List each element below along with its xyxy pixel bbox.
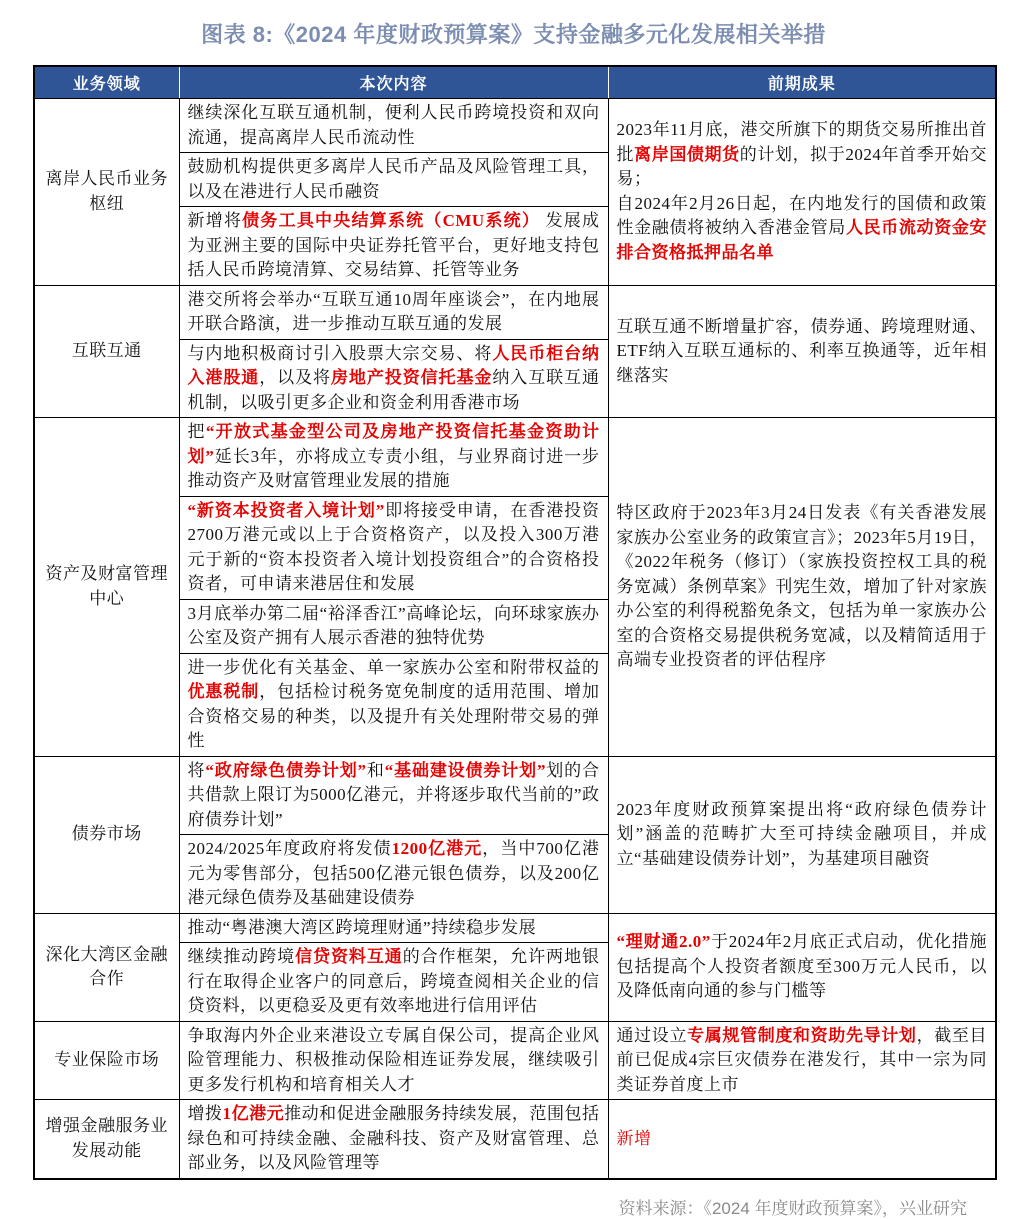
body-text: ，截至目前已促成4宗巨灾债券在港发行，其中一宗为同类证券首度上市: [616, 1025, 988, 1094]
highlight-text: 1亿港元: [222, 1104, 285, 1123]
highlight-text: 离岸国债期货: [634, 144, 740, 164]
result-cell: [608, 756, 996, 913]
highlight-text: “新资本投资者入境计划”: [187, 500, 385, 520]
result-paragraph: [617, 315, 988, 389]
result-cell: [608, 418, 996, 757]
table-body: [34, 99, 996, 1179]
business-area-cell: 债券市场: [34, 756, 179, 913]
content-cell: [179, 756, 608, 835]
content-cell: [179, 99, 608, 153]
body-text: 推动“粤港澳大湾区跨境理财通”持续稳步发展: [187, 917, 537, 937]
highlight-text: 1200亿港元: [391, 839, 483, 858]
body-text: ，当中700亿港元为零售部分，包括500亿港元银色债券，以及200亿港元绿色债券及基础建设债券: [187, 839, 600, 907]
body-text: 于2024年2月底正式启动，优化措施包括提高个人投资者额度至300万元人民币，以及降低南向通的参与门槛等: [616, 932, 987, 1001]
highlight-text: “理财通2.0”: [616, 932, 711, 952]
business-area-cell: 专业保险市场: [34, 1021, 179, 1100]
content-cell: [179, 943, 608, 1022]
result-paragraph: [617, 1024, 988, 1098]
body-text: 把: [187, 422, 206, 441]
body-text: 2023年11月底，港交所旗下的期货交易所推出首批: [616, 120, 987, 164]
highlight-text: 新增: [616, 1128, 652, 1148]
col-header-business-area: 业务领域: [34, 66, 179, 99]
highlight-text: “政府绿色债券计划”: [205, 760, 367, 780]
highlight-text: 信贷资料互通: [295, 947, 403, 966]
body-text: ，以及将: [259, 368, 331, 387]
body-text: 推动和促进金融服务持续发展，范围包括绿色和可持续金融、金融科技、资产及财富管理、总部业务，以及风险管理等: [187, 1104, 600, 1172]
body-text: 鼓励机构提供更多离岸人民币产品及风险管理工具，以及在港进行人民币融资: [187, 157, 600, 201]
highlight-text: 人民币柜台纳入港股通: [187, 343, 600, 387]
table-row: [34, 1100, 996, 1179]
body-text: 新增将: [187, 211, 243, 230]
col-header-previous-results: 前期成果: [608, 66, 996, 99]
body-text: 特区政府于2023年3月24日发表《有关香港发展家族办公室业务的政策宣言》；2023年5月19日，《2022年税务（修订）（家族投资控权工具的税务宽减）条例草案》刊宪生效，增加了针对家族办公室的利得税豁免条文，包括为单一家族办公室的合资格交易提供税务宽减，以及精简适用于高端专业投资者的评估程序: [616, 503, 987, 669]
content-cell: [179, 153, 608, 207]
highlight-text: 专属规管制度和资助先导计划: [687, 1025, 917, 1045]
body-text: 划的合共借款上限订为5000亿港元，并将逐步取代当前的”政府债券计划”: [187, 760, 600, 829]
result-cell: [608, 99, 996, 286]
body-text: 自2024年2月26日起，在内地发行的国债和政策性金融债将被纳入香港金管局: [616, 193, 987, 238]
body-text: 港交所将会举办“互联互通10周年座谈会”，在内地展开联合路演，进一步推动互联互通的发展: [187, 289, 600, 333]
highlight-text: 房地产投资信托基金: [330, 368, 493, 387]
result-paragraph: [617, 1127, 988, 1152]
measures-table: [33, 65, 997, 1180]
body-text: 2024/2025年度政府将发债: [187, 839, 392, 858]
table-header-row: [34, 66, 996, 99]
body-text: 与内地积极商讨引入股票大宗交易、将: [187, 343, 493, 363]
result-cell: [608, 285, 996, 418]
content-cell: [179, 418, 608, 497]
highlight-text: “开放式基金型公司及房地产投资信托基金资助计划”: [187, 422, 600, 466]
content-cell: [179, 913, 608, 943]
body-text: ，包括检讨税务宽免制度的适用范围、增加合资格交易的种类，以及提升有关处理附带交易的弹性: [187, 682, 600, 750]
business-area-cell: 增强金融服务业发展动能: [34, 1100, 179, 1179]
highlight-text: 人民币流动资金安排合资格抵押品名单: [616, 218, 988, 262]
source-note: 资料来源：《2024 年度财政预算案》，兴业研究: [618, 1198, 967, 1218]
table-row: [34, 99, 996, 153]
body-text: 和: [366, 760, 385, 780]
result-paragraph: [617, 118, 988, 192]
body-text: 2023年度财政预算案提出将“政府绿色债券计划”涵盖的范畴扩大至可持续金融项目，并成立“基础建设债券计划”，为基建项目融资: [616, 799, 987, 868]
result-cell: [608, 913, 996, 1021]
table-row: [34, 756, 996, 835]
body-text: 的合作框架，允许两地银行在取得企业客户的同意后，跨境查阅相关企业的信贷资料，以更稳妥及更有效率地进行信用评估: [187, 947, 600, 1015]
body-text: 争取海内外企业来港设立专属自保公司，提高企业风险管理能力、积极推动保险相连证券发展，继续吸引更多发行机构和培育相关人才: [187, 1025, 600, 1094]
content-cell: [179, 835, 608, 914]
content-cell: [179, 1100, 608, 1179]
result-cell: [608, 1100, 996, 1179]
body-text: 延长3年，亦将成立专责小组，与业界商讨进一步推动资产及财富管理业发展的措施: [187, 446, 600, 490]
body-text: 互联互通不断增量扩容，债券通、跨境理财通、ETF纳入互联互通标的、利率互换通等，近年相继落实: [616, 316, 987, 385]
figure-title: 图表 8:《2024 年度财政预算案》支持金融多元化发展相关举措: [201, 22, 826, 47]
body-text: 进一步优化有关基金、单一家族办公室和附带权益的: [187, 657, 600, 677]
business-area-cell: 离岸人民币业务枢纽: [34, 99, 179, 286]
body-text: 3月底举办第二届“裕泽香江”高峰论坛，向环球家族办公室及资产拥有人展示香港的独特优势: [187, 603, 600, 647]
content-cell: [179, 207, 608, 286]
col-header-current-content: 本次内容: [179, 66, 608, 99]
highlight-text: “基础建设债券计划”: [384, 760, 546, 780]
body-text: 的计划，拟于2024年首季开始交易；: [616, 144, 988, 189]
highlight-text: 优惠税制: [187, 682, 260, 701]
body-text: 即将接受申请，在香港投资2700万港元或以上于合资格资产，以及投入300万港元于新的“资本投资者入境计划投资组合”的合资格投资者，可申请来港居住和发展: [187, 500, 600, 593]
business-area-cell: 深化大湾区金融合作: [34, 913, 179, 1021]
body-text: 纳入互联互通机制，以吸引更多企业和资金利用香港市场: [187, 368, 600, 412]
result-paragraph: [617, 930, 988, 1004]
result-paragraph: [617, 192, 988, 266]
result-cell: [608, 1021, 996, 1100]
table-row: [34, 285, 996, 339]
body-text: 通过设立: [616, 1025, 688, 1045]
business-area-cell: 资产及财富管理中心: [34, 418, 179, 757]
body-text: 继续深化互联互通机制，便利人民币跨境投资和双向流通，提高离岸人民币流动性: [187, 103, 600, 147]
result-paragraph: [617, 798, 988, 872]
business-area-cell: 互联互通: [34, 285, 179, 418]
body-text: 增拨: [187, 1104, 223, 1123]
content-cell: [179, 599, 608, 653]
table-row: [34, 913, 996, 943]
body-text: 将: [187, 760, 206, 780]
highlight-text: 债务工具中央结算系统（CMU系统）: [242, 211, 541, 230]
content-cell: [179, 496, 608, 599]
content-cell: [179, 285, 608, 339]
content-cell: [179, 339, 608, 418]
content-cell: [179, 1021, 608, 1100]
result-paragraph: [617, 501, 988, 673]
body-text: 继续推动跨境: [187, 947, 296, 966]
table-row: [34, 418, 996, 497]
table-row: [34, 1021, 996, 1100]
body-text: 发展成为亚洲主要的国际中央证券托管平台，更好地支持包括人民币跨境清算、交易结算、托管等业务: [187, 211, 600, 279]
content-cell: [179, 653, 608, 756]
